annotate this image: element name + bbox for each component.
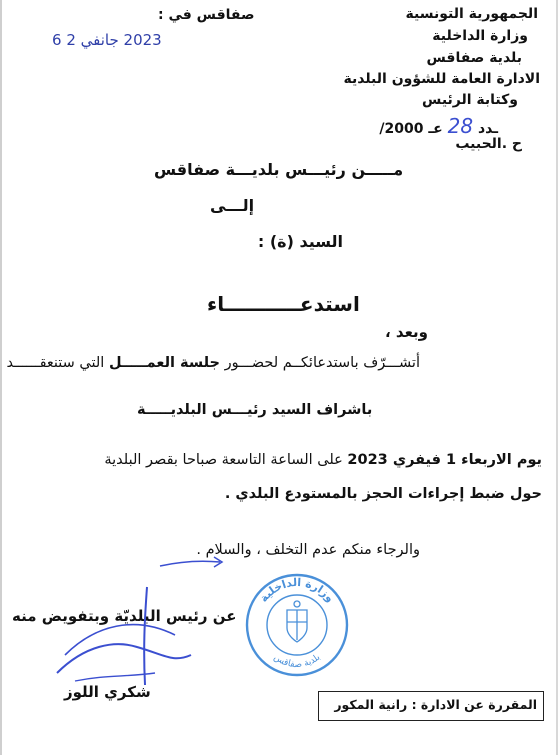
scan-edge-left (0, 0, 2, 755)
header-secretariat: وكتابة الرئيس (422, 92, 518, 108)
reference-prefix: عـ (428, 121, 443, 137)
stamp-bottom-text: بلدية صفاقس (271, 652, 323, 671)
footer-box (318, 691, 544, 721)
meeting-datetime-line (104, 452, 542, 468)
delegation-line: عن رئيس البلديّة وبتفويض منه (12, 607, 237, 625)
meeting-label: جلسة العمـــــل (108, 355, 220, 371)
rapporteur-line: المقررة عن الادارة : رانية المكور (334, 697, 537, 712)
invitation-text-b: التي ستنعقــــــد (6, 355, 105, 371)
header-ministry: وزارة الداخلية (432, 28, 528, 44)
greeting: وبعد ، (384, 323, 428, 341)
reference-line (379, 114, 498, 138)
to-line: إلـــى (210, 196, 255, 215)
header-initials: ح .الحبيب (455, 136, 522, 152)
meeting-time-place: على الساعة التاسعة صباحا بقصر البلدية (104, 452, 343, 468)
handwritten-signature (55, 585, 195, 695)
invitation-text-a: أتشـــرّف باستدعائكــم لحضـــور (224, 355, 420, 371)
stamp-top-text: وزارة الداخلية (257, 575, 337, 605)
sender-line: مـــــن رئيـــس بلديـــة صفاقس (154, 160, 404, 179)
reference-number: 28 (447, 114, 474, 138)
place-date-label: صفاقس في : (158, 7, 255, 23)
signer-name: شكري اللوز (64, 683, 151, 701)
official-stamp (244, 572, 350, 678)
addressee-line: السيد (ة) : (257, 232, 343, 251)
coat-of-arms-icon (287, 601, 307, 642)
reference-suffix: /2000 ـدد (379, 121, 498, 137)
supervision-line: باشراف السيد رئيـــس البلديـــــة (137, 402, 373, 418)
closing-line: والرجاء منكم عدم التخلف ، والسلام . (196, 542, 420, 558)
paragraph-invitation (6, 355, 420, 371)
meeting-subject: حول ضبط إجراءات الحجز بالمستودع البلدي . (224, 486, 542, 502)
date-stamp: 2023 جانفي 2 6 (52, 31, 162, 49)
pen-mark (158, 552, 228, 572)
meeting-date: يوم الاربعاء 1 فيفري 2023 (347, 452, 542, 468)
header-directorate: الادارة العامة للشؤون البلدية (343, 71, 540, 87)
document-title: استدعـــــــــــاء (207, 292, 360, 316)
header-republic: الجمهورية التونسية (405, 6, 538, 22)
header-municipality: بلدية صفاقس (426, 50, 522, 66)
